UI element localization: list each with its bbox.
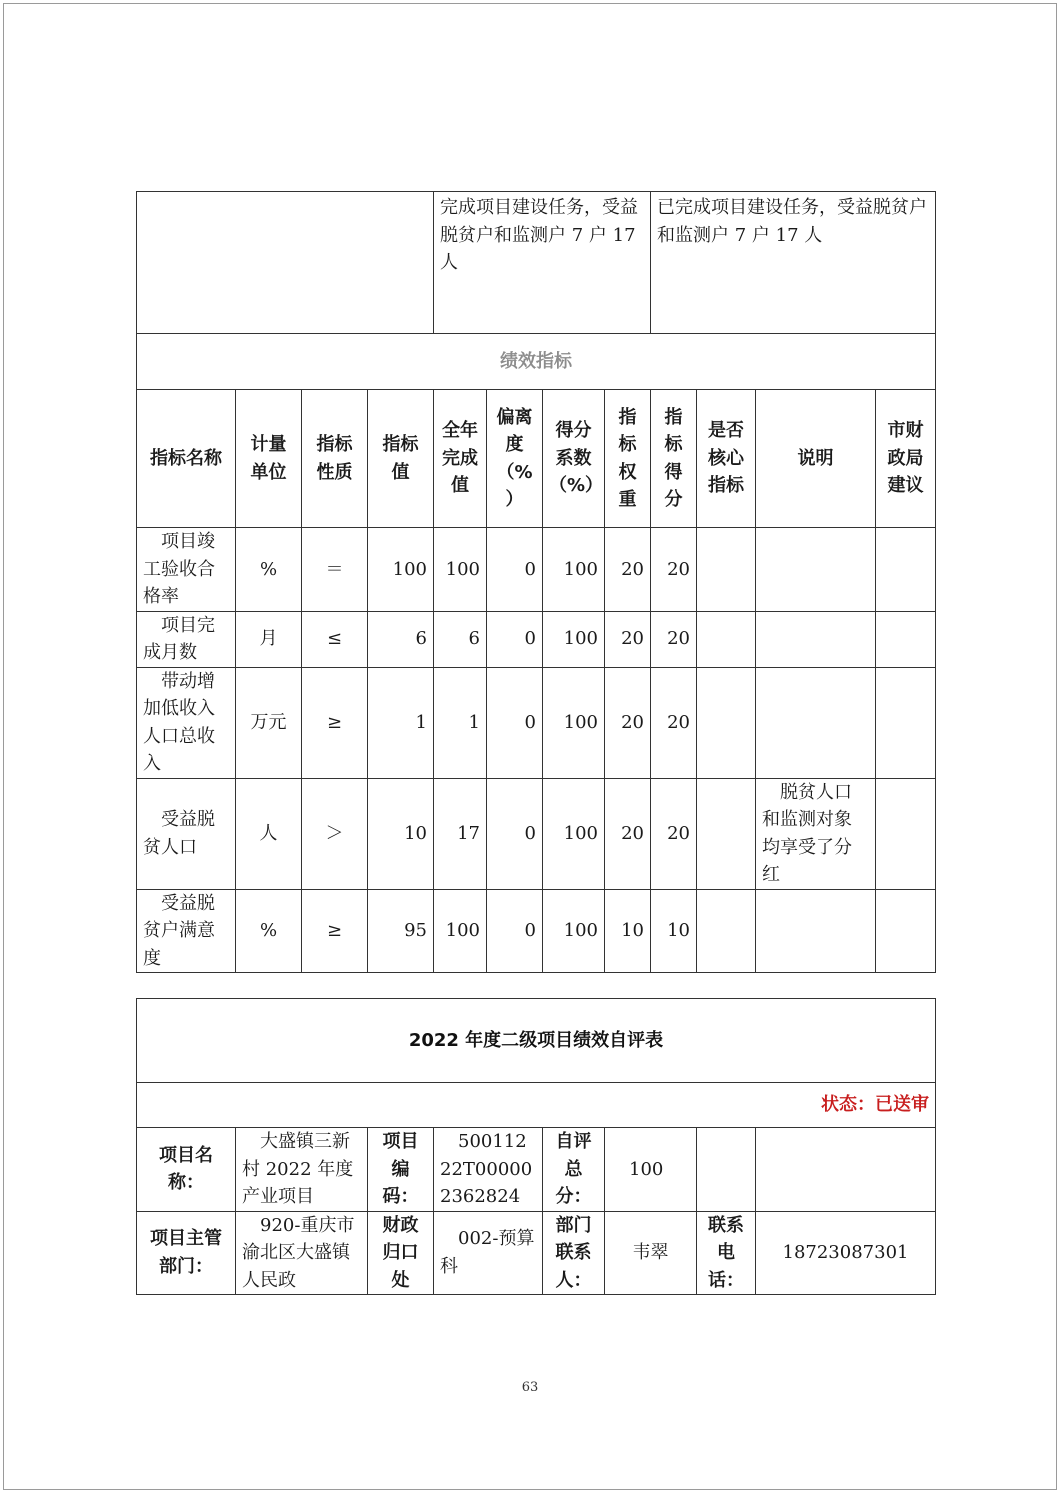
indicator-coef: 100 bbox=[543, 889, 605, 973]
status-badge: 状态：已送审 bbox=[137, 1083, 936, 1128]
indicator-weight: 20 bbox=[605, 667, 651, 778]
form-title: 2022 年度二级项目绩效自评表 bbox=[137, 999, 936, 1083]
indicator-name: 项目竣工验收合格率 bbox=[137, 528, 236, 612]
self-evaluation-form bbox=[136, 998, 936, 1295]
contact-value: 韦翠 bbox=[605, 1211, 697, 1295]
header-weight: 指标权重 bbox=[605, 390, 651, 528]
indicator-row bbox=[137, 528, 936, 612]
indicator-completed: 1 bbox=[434, 667, 487, 778]
blank-cell bbox=[137, 192, 434, 334]
indicator-advice bbox=[876, 889, 936, 973]
header-row bbox=[137, 390, 936, 528]
header-note: 说明 bbox=[756, 390, 876, 528]
indicator-core bbox=[697, 528, 756, 612]
dept-label: 项目主管部门： bbox=[137, 1211, 236, 1295]
indicator-nature: ＝ bbox=[302, 528, 368, 612]
department-info-row bbox=[137, 1211, 936, 1295]
indicator-row bbox=[137, 611, 936, 667]
indicator-weight: 20 bbox=[605, 611, 651, 667]
indicator-deviation: 0 bbox=[487, 889, 543, 973]
indicator-core bbox=[697, 889, 756, 973]
indicator-score: 20 bbox=[651, 611, 697, 667]
indicator-advice bbox=[876, 778, 936, 889]
header-score: 指标得分 bbox=[651, 390, 697, 528]
indicator-advice bbox=[876, 611, 936, 667]
indicator-row bbox=[137, 778, 936, 889]
indicator-note bbox=[756, 611, 876, 667]
self-score-value: 100 bbox=[605, 1128, 697, 1212]
indicator-row bbox=[137, 667, 936, 778]
indicator-weight: 20 bbox=[605, 778, 651, 889]
indicator-core bbox=[697, 611, 756, 667]
indicator-note bbox=[756, 667, 876, 778]
indicator-unit: % bbox=[236, 528, 302, 612]
indicator-name: 项目完成月数 bbox=[137, 611, 236, 667]
indicator-value: 1 bbox=[368, 667, 434, 778]
header-core: 是否核心指标 bbox=[697, 390, 756, 528]
indicator-completed: 100 bbox=[434, 528, 487, 612]
indicator-value: 10 bbox=[368, 778, 434, 889]
indicator-core bbox=[697, 778, 756, 889]
project-code-value: 50011222T000002362824 bbox=[434, 1128, 543, 1212]
header-completed: 全年完成值 bbox=[434, 390, 487, 528]
indicator-nature: ＞ bbox=[302, 778, 368, 889]
indicator-name: 受益脱贫户满意度 bbox=[137, 889, 236, 973]
performance-indicator-table bbox=[136, 191, 936, 973]
blank-cell bbox=[697, 1128, 756, 1212]
indicator-deviation: 0 bbox=[487, 778, 543, 889]
indicator-value: 95 bbox=[368, 889, 434, 973]
indicator-note bbox=[756, 889, 876, 973]
header-deviation: 偏离度（%） bbox=[487, 390, 543, 528]
indicator-coef: 100 bbox=[543, 528, 605, 612]
indicator-name: 受益脱贫人口 bbox=[137, 778, 236, 889]
contact-label: 部门联系人： bbox=[543, 1211, 605, 1295]
target-actual-row bbox=[137, 192, 936, 334]
indicator-core bbox=[697, 667, 756, 778]
project-name-label: 项目名称： bbox=[137, 1128, 236, 1212]
annual-target-cell: 完成项目建设任务，受益脱贫户和监测户 7 户 17 人 bbox=[434, 192, 651, 334]
indicator-deviation: 0 bbox=[487, 528, 543, 612]
indicator-completed: 6 bbox=[434, 611, 487, 667]
dept-value: 920-重庆市渝北区大盛镇人民政 bbox=[236, 1211, 368, 1295]
phone-label: 联系电话： bbox=[697, 1211, 756, 1295]
indicator-unit: % bbox=[236, 889, 302, 973]
indicator-note: 脱贫人口和监测对象均享受了分红 bbox=[756, 778, 876, 889]
indicator-note bbox=[756, 528, 876, 612]
header-score-coef: 得分系数（%） bbox=[543, 390, 605, 528]
indicator-advice bbox=[876, 667, 936, 778]
header-unit: 计量单位 bbox=[236, 390, 302, 528]
indicator-weight: 20 bbox=[605, 528, 651, 612]
phone-value: 18723087301 bbox=[756, 1211, 936, 1295]
indicator-score: 20 bbox=[651, 528, 697, 612]
header-advice: 市财政局建议 bbox=[876, 390, 936, 528]
blank-cell bbox=[756, 1128, 936, 1212]
indicator-completed: 100 bbox=[434, 889, 487, 973]
indicator-weight: 10 bbox=[605, 889, 651, 973]
page-number: 63 bbox=[521, 1380, 539, 1395]
indicator-coef: 100 bbox=[543, 611, 605, 667]
indicator-nature: ≥ bbox=[302, 889, 368, 973]
header-nature: 指标性质 bbox=[302, 390, 368, 528]
project-name-value: 大盛镇三新村 2022 年度产业项目 bbox=[236, 1128, 368, 1212]
indicator-score: 10 bbox=[651, 889, 697, 973]
indicator-score: 20 bbox=[651, 778, 697, 889]
project-info-row bbox=[137, 1128, 936, 1212]
header-value: 指标值 bbox=[368, 390, 434, 528]
project-code-label: 项目编码： bbox=[368, 1128, 434, 1212]
indicator-score: 20 bbox=[651, 667, 697, 778]
indicator-unit: 月 bbox=[236, 611, 302, 667]
finance-value: 002-预算科 bbox=[434, 1211, 543, 1295]
indicator-value: 100 bbox=[368, 528, 434, 612]
indicator-deviation: 0 bbox=[487, 611, 543, 667]
indicator-nature: ≤ bbox=[302, 611, 368, 667]
indicator-coef: 100 bbox=[543, 778, 605, 889]
header-name: 指标名称 bbox=[137, 390, 236, 528]
indicator-deviation: 0 bbox=[487, 667, 543, 778]
indicator-completed: 17 bbox=[434, 778, 487, 889]
indicator-coef: 100 bbox=[543, 667, 605, 778]
indicator-advice bbox=[876, 528, 936, 612]
indicator-name: 带动增加低收入人口总收入 bbox=[137, 667, 236, 778]
self-score-label: 自评总分： bbox=[543, 1128, 605, 1212]
indicator-unit: 万元 bbox=[236, 667, 302, 778]
indicator-nature: ≥ bbox=[302, 667, 368, 778]
section-title: 绩效指标 bbox=[137, 334, 936, 390]
finance-label: 财政归口处 bbox=[368, 1211, 434, 1295]
indicator-row bbox=[137, 889, 936, 973]
actual-completion-cell: 已完成项目建设任务，受益脱贫户和监测户 7 户 17 人 bbox=[651, 192, 936, 334]
indicator-unit: 人 bbox=[236, 778, 302, 889]
indicator-value: 6 bbox=[368, 611, 434, 667]
